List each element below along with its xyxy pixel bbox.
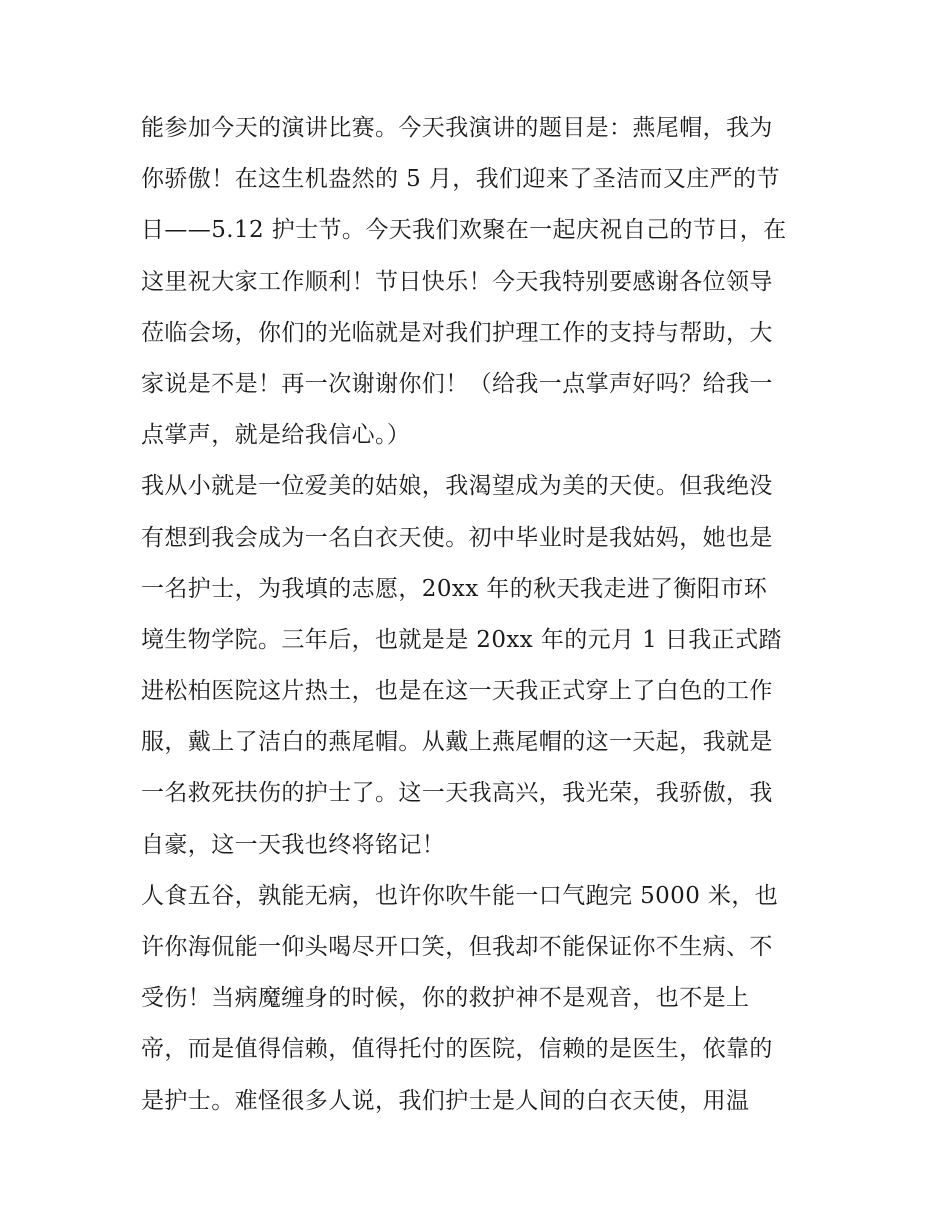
text-line: 我从小就是一位爱美的姑娘，我渴望成为美的天使。但我绝没 [141,473,773,500]
text-line: 一名护士，为我填的志愿，20xx 年的秋天我走进了衡阳市环 [141,575,768,602]
text-line: 受伤！当病魔缠身的时候，你的救护神不是观音，也不是上 [141,985,750,1012]
text-line: 自豪，这一天我也终将铭记！ [141,831,446,858]
text-line: 帝，而是值得信赖，值得托付的医院，信赖的是医生，依靠的 [141,1036,773,1063]
text-line: 许你海侃能一仰头喝尽开口笑，但我却不能保证你不生病、不 [141,934,773,960]
text-line: 日——5.12 护士节。今天我们欢聚在一起庆祝自己的节日，在 [141,217,787,244]
text-line: 人食五谷，孰能无病，也许你吹牛能一口气跑完 5000 米，也 [141,882,779,909]
text-line: 莅临会场，你们的光临就是对我们护理工作的支持与帮助，大 [141,319,773,346]
text-line: 能参加今天的演讲比赛。今天我演讲的题目是：燕尾帽，我为 [141,115,773,141]
text-line: 一名救死扶伤的护士了。这一天我高兴，我光荣，我骄傲，我 [141,780,773,807]
document-body [141,103,816,1127]
text-line: 是护士。难怪很多人说，我们护士是人间的白衣天使，用温 [141,1087,750,1114]
text-line: 有想到我会成为一名白衣天使。初中毕业时是我姑妈，她也是 [141,524,773,551]
text-line: 进松柏医院这片热土，也是在这一天我正式穿上了白色的工作 [141,678,773,705]
text-line: 这里祝大家工作顺利！节日快乐！今天我特别要感谢各位领导 [141,268,773,295]
text-line: 家说是不是！再一次谢谢你们！（给我一点掌声好吗？给我一 [141,370,773,397]
text-line: 点掌声，就是给我信心。） [141,422,411,449]
text-line: 你骄傲！在这生机盎然的 5 月，我们迎来了圣洁而又庄严的节 [141,166,780,193]
text-line: 境生物学院。三年后，也就是是 20xx 年的元月 1 日我正式踏 [141,626,782,653]
text-line: 服，戴上了洁白的燕尾帽。从戴上燕尾帽的这一天起，我就是 [141,729,773,756]
